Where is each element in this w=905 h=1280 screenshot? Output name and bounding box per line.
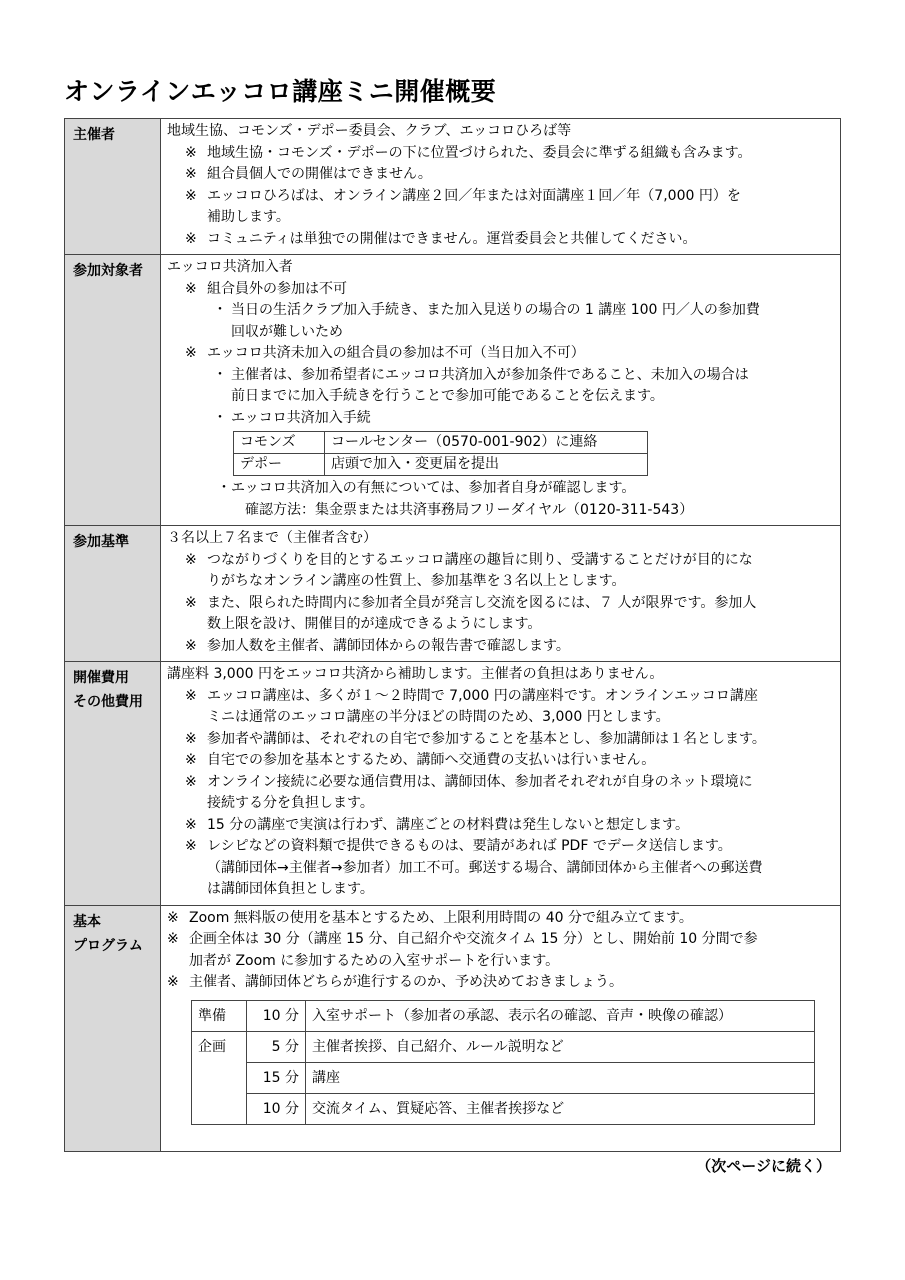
note-mark: ※: [185, 752, 197, 768]
participants-note-2: [167, 343, 834, 365]
note-mark: ※: [185, 730, 197, 747]
costs-note-6: [167, 836, 834, 901]
schedule-phase: 企画: [192, 1031, 247, 1062]
enrollment-procedure-table: [233, 431, 648, 476]
criteria-note-1: [167, 550, 834, 593]
note-text: 数上限を設け、開催目的が達成できるようにします。: [207, 616, 542, 632]
program-note-3: [167, 972, 834, 994]
procedure-row: [234, 454, 648, 476]
participants-main: エッコロ共済加入者: [167, 259, 293, 275]
note-text: エッコロ講座は、多くが１～２時間で 7,000 円の講座料です。オンラインエッコロ講座: [207, 687, 758, 704]
note-text: 地域生協・コモンズ・デポーの下に位置づけられた、委員会に準ずる組織も含みます。: [207, 144, 752, 161]
costs-main: 講座料 3,000 円をエッコロ共済から補助します。主催者の負担はありません。: [167, 666, 664, 682]
criteria-main: ３名以上７名まで（主催者含む）: [167, 530, 377, 546]
participants-sub-3: [167, 408, 834, 430]
participants-sub-2: [167, 365, 834, 408]
costs-note-2: [167, 729, 834, 751]
costs-note-5: [167, 815, 834, 837]
organizer-note-2: [167, 164, 834, 186]
note-text: 企画全体は 30 分（講座 15 分、自己紹介や交流タイム 15 分）とし、開始前 10 分間で参: [189, 931, 758, 947]
criteria-note-2: [167, 593, 834, 636]
costs-note-4: [167, 772, 834, 815]
note-mark: ※: [185, 280, 197, 297]
note-mark: ※: [167, 909, 179, 926]
note-mark: ※: [185, 637, 197, 654]
overview-table: [64, 118, 841, 1152]
schedule-content: 主催者挨拶、自己紹介、ルール説明など: [306, 1031, 815, 1062]
organizer-main: 地域生協、コモンズ・デポー委員会、クラブ、エッコロひろば等: [167, 123, 572, 139]
note-text: 組合員個人での開催はできません。: [207, 166, 432, 182]
row-participants: [65, 255, 841, 526]
head-costs-label-2: その他費用: [73, 694, 143, 710]
sub-text: エッコロ共済加入手続: [231, 409, 371, 426]
note-mark: ※: [185, 187, 197, 204]
note-text: 参加者や講師は、それぞれの自宅で参加することを基本とし、参加講師は１名とします。: [207, 730, 766, 747]
body-criteria: [161, 526, 841, 662]
procedure-row: [234, 432, 648, 454]
note-text: 組合員外の参加は不可: [207, 280, 347, 297]
program-schedule-table: [191, 1000, 815, 1125]
body-costs: [161, 662, 841, 906]
continued-note: （次ページに続く）: [696, 1157, 831, 1175]
note-text: 接続する分を負担します。: [207, 795, 374, 811]
sub-text: 前日までに加入手続きを行うことで参加可能であることを伝えます。: [231, 388, 664, 404]
bullet-mark: ・: [213, 409, 227, 426]
row-organizer: [65, 119, 841, 255]
page-title: オンラインエッコロ講座ミニ開催概要: [64, 77, 497, 106]
head-organizer-label: 主催者: [73, 127, 115, 143]
schedule-phase: [192, 1062, 247, 1093]
head-participants: [65, 255, 161, 526]
bullet-mark: ・: [213, 366, 227, 383]
note-text: 15 分の講座で実演は行わず、講座ごとの材料費は発生しないと想定します。: [207, 816, 690, 833]
costs-note-1: [167, 686, 834, 729]
note-text: レシピなどの資料類で提供できるものは、要請があれば PDF でデータ送信します。: [207, 838, 732, 854]
schedule-phase: [192, 1093, 247, 1124]
note-mark: ※: [185, 144, 197, 161]
note-mark: ※: [167, 931, 179, 947]
note-mark: ※: [185, 551, 197, 568]
head-program: [65, 905, 161, 1151]
schedule-time: 10 分: [247, 1093, 306, 1124]
note-mark: ※: [185, 838, 197, 854]
head-organizer: [65, 119, 161, 255]
schedule-time: 5 分: [247, 1031, 306, 1062]
head-program-label-2: プログラム: [73, 937, 143, 954]
procedure-how: 店頭で加入・変更届を提出: [325, 454, 648, 476]
note-text: エッコロ共済未加入の組合員の参加は不可（当日加入不可）: [207, 345, 585, 361]
note-text: ミニは通常のエッコロ講座の半分ほどの時間のため、3,000 円とします。: [207, 709, 670, 725]
criteria-note-3: [167, 636, 834, 658]
note-text: コミュニティは単独での開催はできません。運営委員会と共催してください。: [207, 230, 697, 247]
note-mark: ※: [185, 773, 197, 790]
head-costs: [65, 662, 161, 906]
schedule-content: 交流タイム、質疑応答、主催者挨拶など: [306, 1093, 815, 1124]
body-organizer: [161, 119, 841, 255]
note-mark: ※: [185, 687, 197, 704]
schedule-time: 15 分: [247, 1062, 306, 1093]
note-text: 補助します。: [207, 209, 290, 225]
note-mark: ※: [185, 816, 197, 833]
note-text: Zoom 無料版の使用を基本とするため、上限利用時間の 40 分で組み立てます。: [189, 909, 693, 926]
schedule-content: 入室サポート（参加者の承認、表示名の確認、音声・映像の確認）: [306, 1000, 815, 1031]
row-costs: [65, 662, 841, 906]
sub-text: 主催者は、参加希望者にエッコロ共済加入が参加条件であること、未加入の場合は: [231, 366, 749, 383]
costs-note-3: [167, 750, 834, 772]
participants-sub-1: [167, 300, 834, 343]
participants-note-3b: 確認方法：集金票または共済事務局フリーダイヤル（0120-311-543）: [245, 501, 694, 518]
participants-note-3: ・エッコロ共済加入の有無については、参加者自身が確認します。: [217, 480, 636, 496]
sub-text: 回収が難しいため: [231, 323, 343, 340]
program-note-1: [167, 908, 834, 930]
sub-text: 当日の生活クラブ加入手続き、また加入見送りの場合の 1 講座 100 円／人の参加費: [231, 302, 760, 318]
procedure-how: コールセンター（0570-001-902）に連絡: [325, 432, 648, 454]
row-program: [65, 905, 841, 1151]
note-mark: ※: [185, 230, 197, 247]
note-text: （講師団体→主催者→参加者）加工不可。郵送する場合、講師団体から主催者への郵送費: [207, 859, 763, 876]
organizer-note-4: [167, 229, 834, 251]
head-costs-label-1: 開催費用: [73, 670, 129, 686]
note-text: 加者が Zoom に参加するための入室サポートを行います。: [189, 952, 560, 969]
schedule-row: [192, 1062, 815, 1093]
note-text: 自宅での参加を基本とするため、講師へ交通費の支払いは行いません。: [207, 752, 656, 768]
note-text: オンライン接続に必要な通信費用は、講師団体、参加者それぞれが自身のネット環境に: [207, 773, 753, 790]
note-text: つながりづくりを目的とするエッコロ講座の趣旨に則り、受講することだけが目的にな: [207, 551, 753, 568]
note-mark: ※: [185, 594, 197, 611]
note-mark: ※: [185, 166, 197, 182]
schedule-time: 10 分: [247, 1000, 306, 1031]
schedule-row: [192, 1093, 815, 1124]
schedule-row: [192, 1000, 815, 1031]
note-text: 参加人数を主催者、講師団体からの報告書で確認します。: [207, 637, 570, 654]
schedule-phase: 準備: [192, 1000, 247, 1031]
procedure-org: デポー: [234, 454, 325, 476]
note-mark: ※: [185, 345, 197, 361]
note-text: また、限られた時間内に参加者全員が発言し交流を図るには、７ 人が限界です。参加人: [207, 594, 757, 611]
head-participants-label: 参加対象者: [73, 263, 143, 279]
note-text: 主催者、講師団体どちらが進行するのか、予め決めておきましょう。: [189, 974, 623, 990]
note-text: は講師団体負担とします。: [207, 881, 374, 897]
note-text: りがちなオンライン講座の性質上、参加基準を３名以上とします。: [207, 573, 626, 589]
head-program-label-1: 基本: [73, 913, 101, 930]
body-program: [161, 905, 841, 1151]
schedule-content: 講座: [306, 1062, 815, 1093]
schedule-row: [192, 1031, 815, 1062]
head-criteria-label: 参加基準: [73, 534, 129, 550]
head-criteria: [65, 526, 161, 662]
row-criteria: [65, 526, 841, 662]
bullet-mark: ・: [213, 302, 227, 318]
note-mark: ※: [167, 974, 179, 990]
body-participants: [161, 255, 841, 526]
program-note-2: [167, 929, 834, 972]
note-text: エッコロひろばは、オンライン講座２回／年または対面講座１回／年（7,000 円）を: [207, 187, 741, 204]
organizer-note-3: [167, 186, 834, 229]
organizer-note-1: [167, 143, 834, 165]
participants-note-1: [167, 279, 834, 301]
procedure-org: コモンズ: [234, 432, 325, 454]
